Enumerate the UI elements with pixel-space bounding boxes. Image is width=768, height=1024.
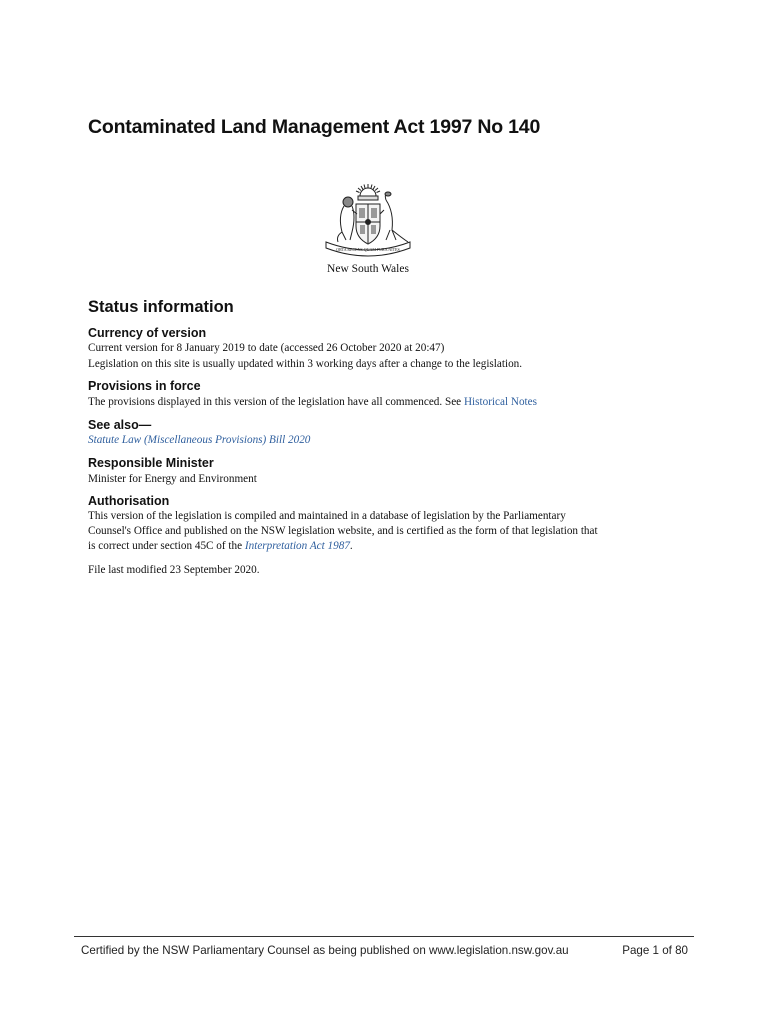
interpretation-act-link[interactable]: Interpretation Act 1987 xyxy=(244,540,350,552)
provisions-text: The provisions displayed in this version of the legislation have all commenced. See xyxy=(88,396,464,408)
file-modified-text: File last modified 23 September 2020. xyxy=(88,564,260,576)
kangaroo-supporter-icon xyxy=(380,192,408,242)
provisions-paragraph xyxy=(88,395,688,409)
statute-law-bill-link[interactable]: Statute Law (Miscellaneous Provisions) Bill 2020 xyxy=(88,434,311,446)
crest-motto: ORTA RECENS QUAM PURA NITES xyxy=(336,247,400,252)
currency-line-2: Legislation on this site is usually updated within 3 working days after a change to the legislation. xyxy=(88,358,523,370)
authorisation-line-1: This version of the legislation is compiled and maintained in a database of legislation by the Parliamentary xyxy=(88,510,566,522)
see-also-heading: See also— xyxy=(88,418,152,432)
jurisdiction-label: New South Wales xyxy=(327,263,409,275)
document-title: Contaminated Land Management Act 1997 No 140 xyxy=(88,116,541,138)
lion-supporter-icon xyxy=(338,197,358,242)
rising-sun-icon xyxy=(356,184,380,196)
authorisation-line-3-end: . xyxy=(349,540,353,552)
historical-notes-link[interactable]: Historical Notes xyxy=(463,396,537,408)
authorisation-line-2: Counsel's Office and published on the NSW legislation website, and is certified as the form of that legislation that xyxy=(88,525,598,537)
currency-heading: Currency of version xyxy=(88,326,207,340)
nsw-coat-of-arms-icon xyxy=(322,182,414,260)
minister-heading: Responsible Minister xyxy=(88,456,214,470)
shield-icon xyxy=(356,204,380,244)
footer-divider xyxy=(74,936,694,937)
footer-certification: Certified by the NSW Parliamentary Counsel as being published on www.legislation.nsw.gov.au xyxy=(81,944,569,957)
page-number: Page 1 of 80 xyxy=(622,944,688,957)
authorisation-line-3-text: is correct under section 45C of the xyxy=(88,540,245,552)
provisions-heading: Provisions in force xyxy=(88,379,201,393)
authorisation-line-3 xyxy=(88,539,688,553)
see-also-paragraph xyxy=(88,433,688,447)
currency-line-1: Current version for 8 January 2019 to date (accessed 26 October 2020 at 20:47) xyxy=(88,342,445,354)
minister-text: Minister for Energy and Environment xyxy=(88,473,257,485)
authorisation-heading: Authorisation xyxy=(88,494,170,508)
status-heading: Status information xyxy=(88,298,234,316)
